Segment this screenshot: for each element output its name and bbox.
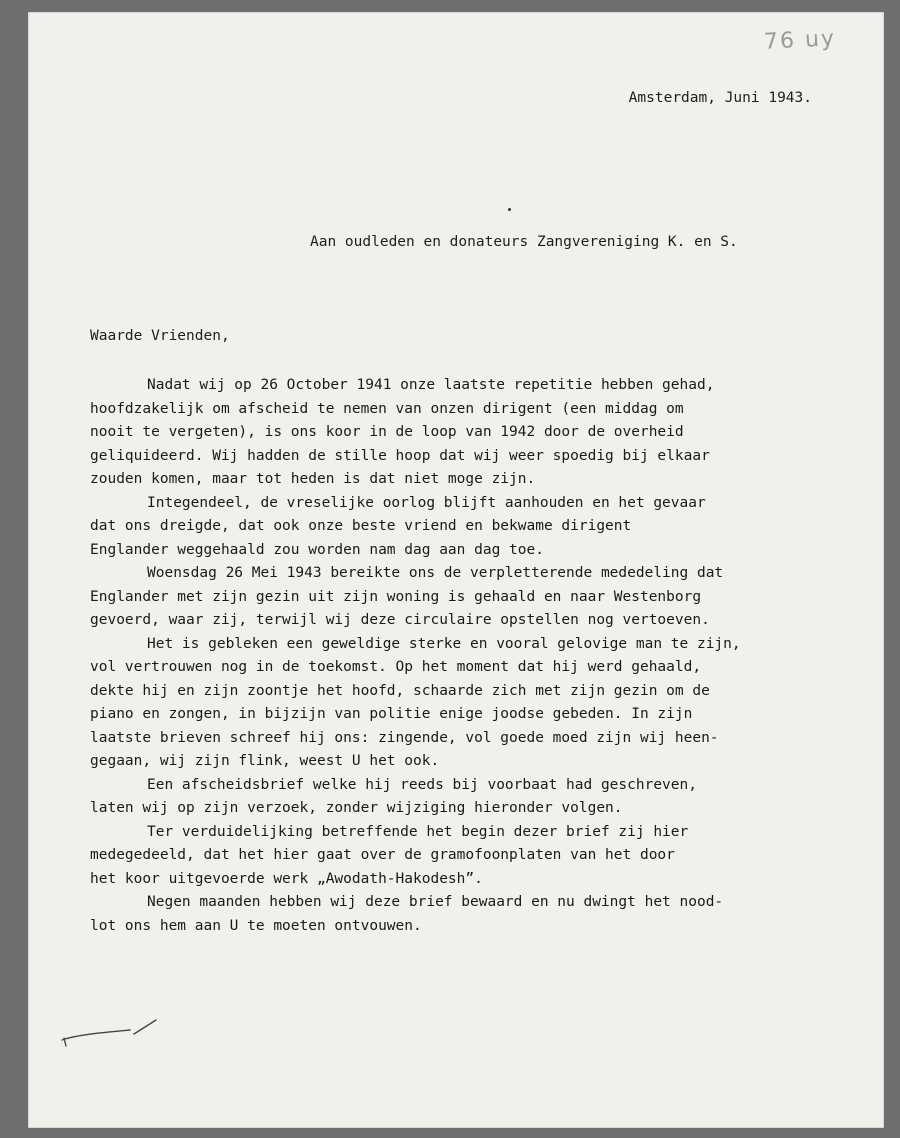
body-line: Nadat wij op 26 October 1941 onze laatste repetitie hebben gehad, [147,377,715,393]
salutation: Waarde Vrienden, [90,328,230,344]
typewriter-dot [508,208,511,211]
pen-scribble-icon [60,1012,170,1052]
body-line: Englander weggehaald zou worden nam dag aan dag toe. [90,541,544,558]
body-line: dekte hij en zijn zoontje het hoofd, schaarde zich met zijn gezin om de [90,682,710,699]
body-line: Woensdag 26 Mei 1943 bereikte ons de verpletterende mededeling dat [147,565,724,581]
body-line: vol vertrouwen nog in de toekomst. Op het moment dat hij werd gehaald, [90,659,702,675]
body-line: zouden komen, maar tot heden is dat niet moge zijn. [90,471,536,487]
body-line: Een afscheidsbrief welke hij reeds bij voorbaat had geschreven, [147,776,697,793]
body-line: piano en zongen, in bijzijn van politie enige joodse gebeden. In zijn [90,706,693,722]
dateline: Amsterdam, Juni 1943. [628,90,812,106]
body-line: Integendeel, de vreselijke oorlog blijft aanhouden en het gevaar [147,494,706,511]
body-line: het koor uitgevoerde werk „Awodath-Hakodesh”. [90,870,483,887]
body-line: dat ons dreigde, dat ook onze beste vriend en bekwame dirigent [90,518,632,534]
body-line: gevoerd, waar zij, terwijl wij deze circulaire opstellen nog vertoeven. [90,612,710,628]
addressee: Aan oudleden en donateurs Zangvereniging K. en S. [310,234,738,250]
body-line: laten wij op zijn verzoek, zonder wijziging hieronder volgen. [90,800,623,816]
body-line: Ter verduidelijking betreffende het begin dezer brief zij hier [147,823,689,840]
body-line: nooit te vergeten), is ons koor in de loop van 1942 door de overheid [90,424,684,440]
body-line: geliquideerd. Wij hadden de stille hoop dat wij weer spoedig bij elkaar [90,447,710,464]
body-line: Negen maanden hebben wij deze brief bewaard en nu dwingt het nood- [147,894,724,910]
body-line: Het is gebleken een geweldige sterke en vooral gelovige man te zijn, [147,635,741,652]
body-line: Englander met zijn gezin uit zijn woning is gehaald en naar Westenborg [90,588,702,605]
body-line: medegedeeld, dat het hier gaat over de gramofoonplaten van het door [90,847,675,863]
body-line: lot ons hem aan U te moeten ontvouwen. [90,917,422,934]
letter-body [90,374,870,938]
body-line: hoofdzakelijk om afscheid te nemen van onzen dirigent (een middag om [90,400,684,417]
body-line: gegaan, wij zijn flink, weest U het ook. [90,753,440,769]
letter-page [28,12,884,1128]
body-line: laatste brieven schreef hij ons: zingende, vol goede moed zijn wij heen- [90,729,719,746]
archive-mark: 76 uy [763,26,837,55]
